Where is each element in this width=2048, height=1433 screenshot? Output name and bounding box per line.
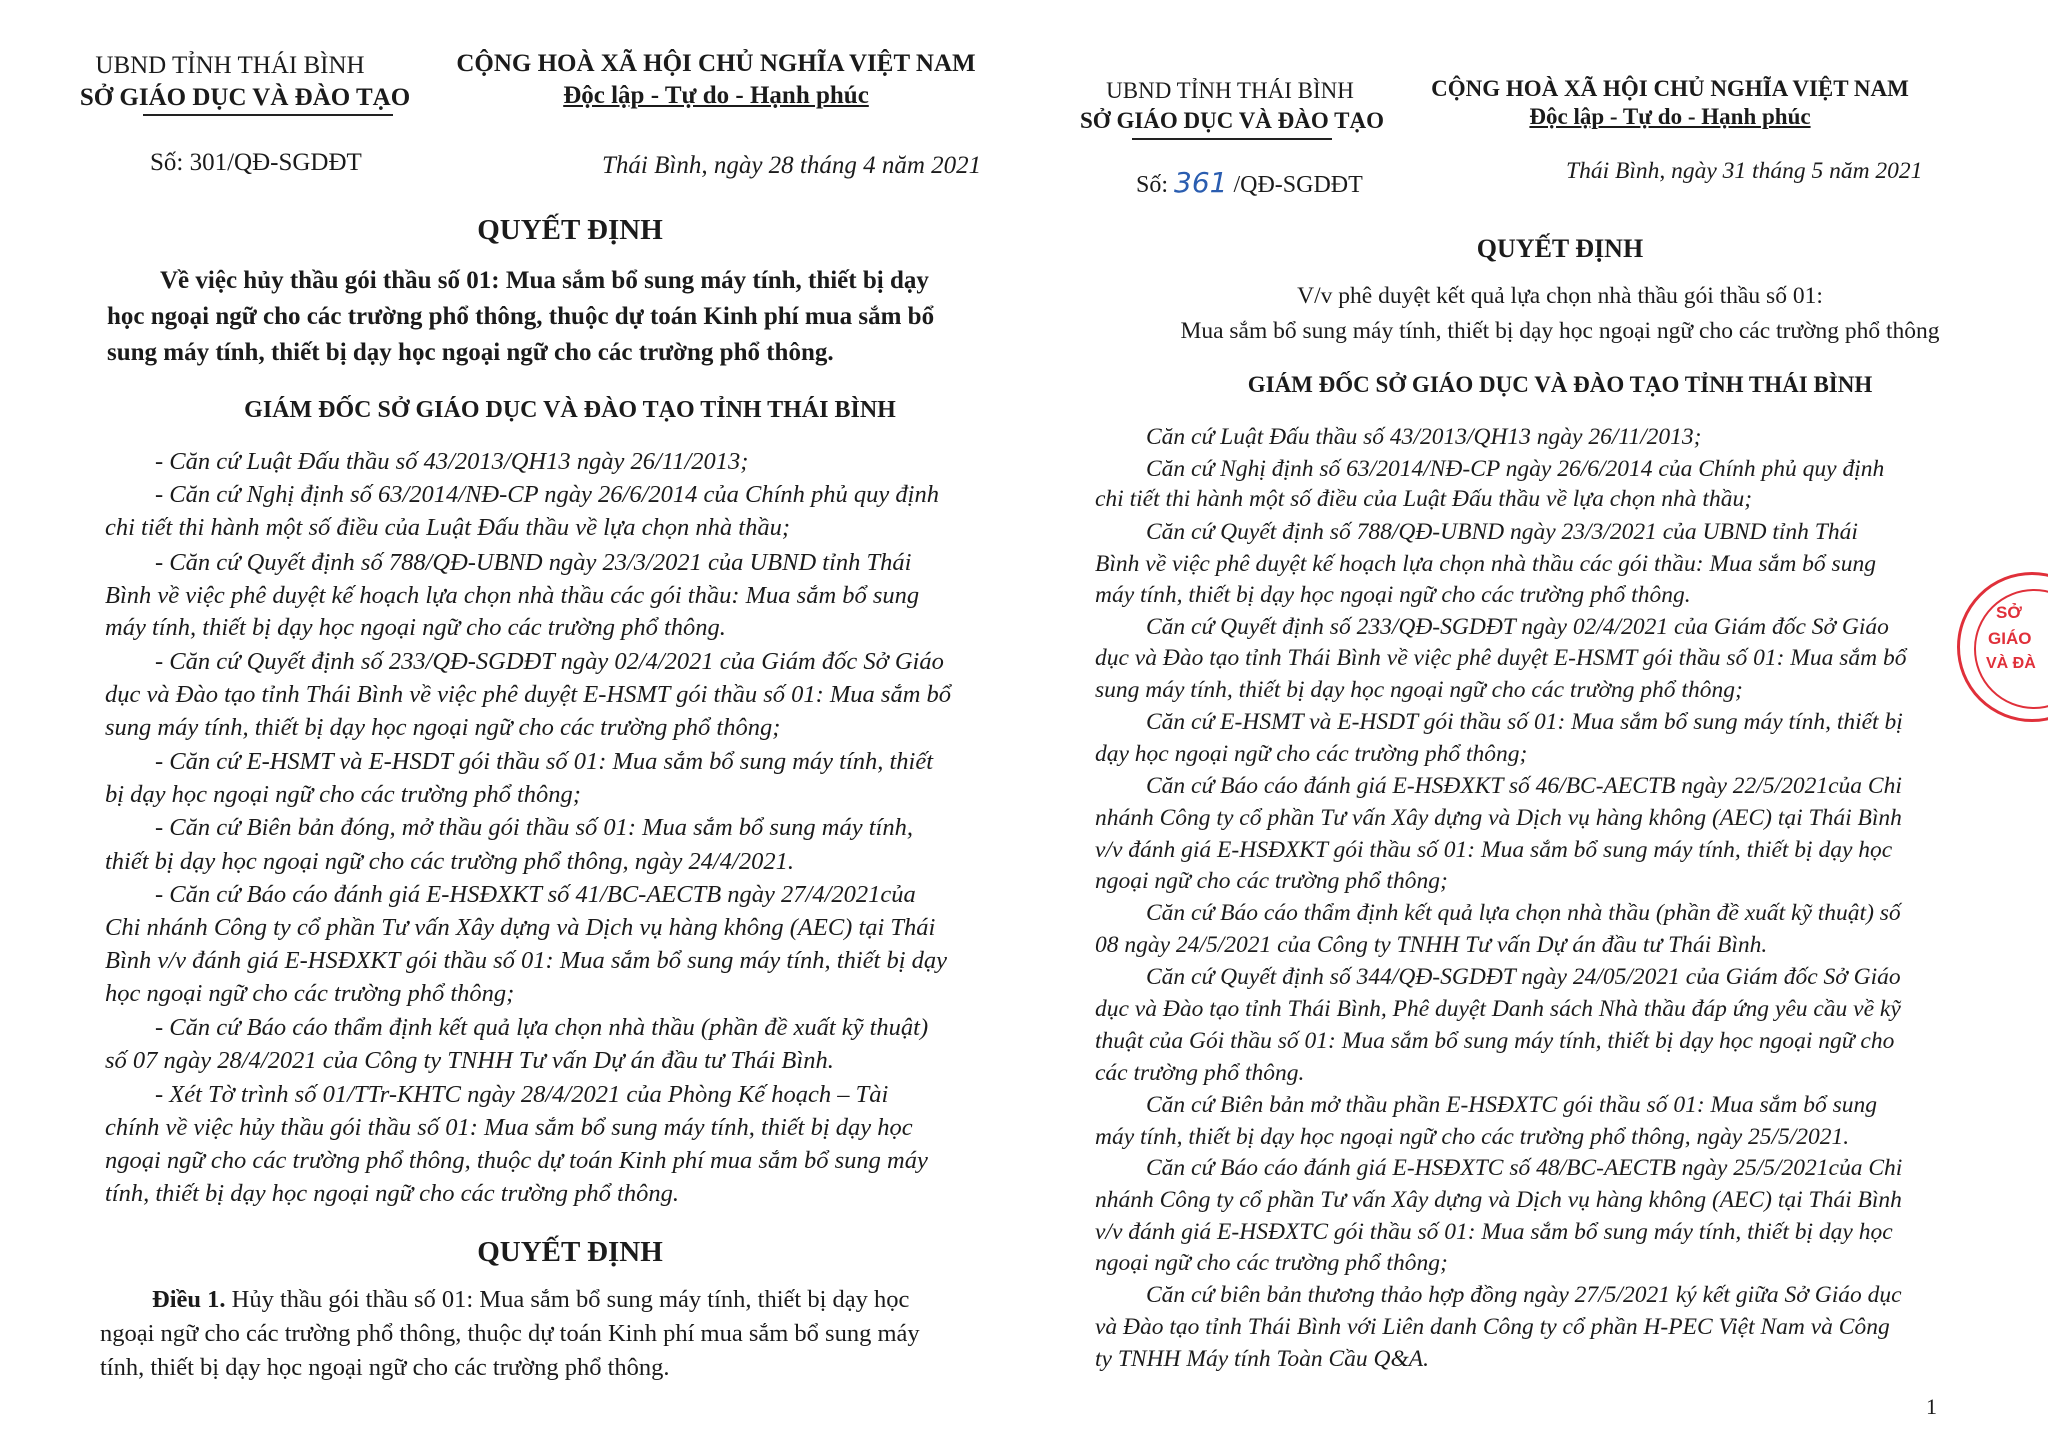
right-title: QUYẾT ĐỊNH (1476, 234, 1644, 263)
left-national-line2: Độc lập - Tự do - Hạnh phúc (563, 82, 869, 109)
right-basis-line: Căn cứ Báo cáo đánh giá E-HSĐXKT số 46/BC-AECTB ngày 22/5/2021của Chi (1146, 773, 1902, 799)
right-agency-underline (1132, 138, 1332, 140)
left-basis-line: - Căn cứ E-HSMT và E-HSDT gói thầu số 01: Mua sắm bổ sung máy tính, thiết (155, 748, 934, 775)
left-basis-line: - Căn cứ Quyết định số 788/QĐ-UBND ngày 23/3/2021 của UBND tỉnh Thái (155, 549, 912, 576)
left-basis-line: - Căn cứ Biên bản đóng, mở thầu gói thầu số 01: Mua sắm bổ sung máy tính, (155, 814, 913, 841)
left-basis-line: chi tiết thi hành một số điều của Luật Đấu thầu về lựa chọn nhà thầu; (105, 514, 790, 541)
handwritten-number: 361 (1174, 166, 1228, 199)
article1-label: Điều 1. (152, 1286, 226, 1313)
left-basis-line: Bình v/v đánh giá E-HSĐXKT gói thầu số 01: Mua sắm bổ sung máy tính, thiết bị dạy (105, 947, 948, 974)
left-basis-line: số 07 ngày 28/4/2021 của Công ty TNHH Tư vấn Dự án đầu tư Thái Bình. (105, 1047, 834, 1074)
left-basis-line: - Căn cứ Luật Đấu thầu số 43/2013/QH13 ngày 26/11/2013; (155, 448, 749, 475)
left-basis-line: - Căn cứ Quyết định số 233/QĐ-SGDĐT ngày 02/4/2021 của Giám đốc Sở Giáo (155, 648, 944, 675)
left-basis-line: tính, thiết bị dạy học ngoại ngữ cho các trường phổ thông. (105, 1180, 679, 1207)
right-basis-line: nhánh Công ty cổ phần Tư vấn Xây dựng và Dịch vụ hàng không (AEC) tại Thái Bình (1095, 1187, 1902, 1213)
right-basis-line: Căn cứ biên bản thương thảo hợp đồng ngày 27/5/2021 ký kết giữa Sở Giáo dục (1146, 1282, 1902, 1308)
right-agency-line1: UBND TỈNH THÁI BÌNH (1106, 78, 1354, 103)
right-basis-line: Căn cứ Quyết định số 233/QĐ-SGDĐT ngày 02/4/2021 của Giám đốc Sở Giáo (1146, 614, 1889, 640)
right-basis-line: Căn cứ Nghị định số 63/2014/NĐ-CP ngày 26/6/2014 của Chính phủ quy định (1146, 456, 1885, 482)
left-basis-line: máy tính, thiết bị dạy học ngoại ngữ cho các trường phổ thông. (105, 614, 726, 641)
right-basis-line: 08 ngày 24/5/2021 của Công ty TNHH Tư vấn Dự án đầu tư Thái Bình. (1095, 932, 1768, 958)
left-article1-line: tính, thiết bị dạy học ngoại ngữ cho các trường phổ thông. (100, 1354, 670, 1381)
right-basis-line: dục và Đào tạo tỉnh Thái Bình, Phê duyệt Danh sách Nhà thầu đáp ứng yêu cầu về kỹ (1095, 996, 1901, 1022)
left-agency-underline (143, 114, 393, 116)
right-basis-line: ty TNHH Máy tính Toàn Cầu Q&A. (1095, 1346, 1430, 1372)
article1-text: Hủy thầu gói thầu số 01: Mua sắm bổ sung máy tính, thiết bị dạy học (225, 1286, 910, 1313)
left-subject-line: sung máy tính, thiết bị dạy học ngoại ngữ cho các trường phổ thông. (107, 339, 834, 366)
right-basis-line: Căn cứ Báo cáo đánh giá E-HSĐXTC số 48/BC-AECTB ngày 25/5/2021của Chi (1146, 1155, 1903, 1181)
left-basis-line: - Căn cứ Nghị định số 63/2014/NĐ-CP ngày 26/6/2014 của Chính phủ quy định (155, 481, 939, 508)
right-basis-line: thuật của Gói thầu số 01: Mua sắm bổ sung máy tính, thiết bị dạy học ngoại ngữ cho (1095, 1028, 1895, 1054)
right-basis-line: và Đào tạo tỉnh Thái Bình với Liên danh Công ty cổ phần H-PEC Việt Nam và Công (1095, 1314, 1890, 1340)
doc-number-prefix: Số: (1136, 172, 1175, 198)
seal-text: GIÁO (1988, 629, 2032, 648)
left-subject-line: Về việc hủy thầu gói thầu số 01: Mua sắm bổ sung máy tính, thiết bị dạy (160, 267, 929, 294)
left-doc-number: Số: 301/QĐ-SGDĐT (150, 149, 362, 176)
right-basis-line: ngoại ngữ cho các trường phổ thông; (1095, 1250, 1448, 1276)
left-subject-line: học ngoại ngữ cho các trường phổ thông, thuộc dự toán Kinh phí mua sắm bổ (107, 303, 935, 330)
right-basis-line: v/v đánh giá E-HSĐXTC gói thầu số 01: Mua sắm bổ sung máy tính, thiết bị dạy học (1095, 1219, 1893, 1245)
left-document (0, 0, 1000, 1433)
left-place-date: Thái Bình, ngày 28 tháng 4 năm 2021 (602, 152, 982, 179)
left-basis-line: Chi nhánh Công ty cổ phần Tư vấn Xây dựng và Dịch vụ hàng không (AEC) tại Thái (105, 914, 936, 941)
left-basis-line: sung máy tính, thiết bị dạy học ngoại ngữ cho các trường phổ thông; (105, 714, 781, 741)
right-basis-line: v/v đánh giá E-HSĐXKT gói thầu số 01: Mua sắm bổ sung máy tính, thiết bị dạy học (1095, 837, 1893, 863)
right-basis-line: nhánh Công ty cổ phần Tư vấn Xây dựng và Dịch vụ hàng không (AEC) tại Thái Bình (1095, 805, 1902, 831)
right-subject-line: V/v phê duyệt kết quả lựa chọn nhà thầu gói thầu số 01: (1297, 283, 1823, 309)
right-basis-line: máy tính, thiết bị dạy học ngoại ngữ cho các trường phổ thông, ngày 25/5/2021. (1095, 1124, 1850, 1150)
right-national-line1: CỘNG HOÀ XÃ HỘI CHỦ NGHĨA VIỆT NAM (1431, 76, 1909, 101)
right-document (1080, 0, 2048, 1433)
left-basis-line: - Căn cứ Báo cáo thẩm định kết quả lựa chọn nhà thầu (phần đề xuất kỹ thuật) (155, 1014, 929, 1041)
doc-number-suffix: /QĐ-SGDĐT (1227, 172, 1363, 198)
right-basis-line: Căn cứ Quyết định số 788/QĐ-UBND ngày 23/3/2021 của UBND tỉnh Thái (1146, 519, 1858, 545)
left-agency-line1: UBND TỈNH THÁI BÌNH (95, 52, 365, 79)
left-basis-line: dục và Đào tạo tỉnh Thái Bình về việc phê duyệt E-HSMT gói thầu số 01: Mua sắm bổ (105, 681, 952, 708)
left-basis-line: chính về việc hủy thầu gói thầu số 01: Mua sắm bổ sung máy tính, thiết bị dạy học (105, 1114, 913, 1141)
right-basis-line: sung máy tính, thiết bị dạy học ngoại ngữ cho các trường phổ thông; (1095, 677, 1743, 703)
left-basis-line: ngoại ngữ cho các trường phổ thông, thuộc dự toán Kinh phí mua sắm bổ sung máy (105, 1147, 928, 1174)
right-basis-line: Bình về việc phê duyệt kế hoạch lựa chọn nhà thầu các gói thầu: Mua sắm bổ sung (1095, 551, 1876, 577)
right-basis-line: Căn cứ E-HSMT và E-HSDT gói thầu số 01: Mua sắm bổ sung máy tính, thiết bị (1146, 709, 1903, 735)
seal-text: SỞ (1996, 603, 2022, 622)
left-basis-line: thiết bị dạy học ngoại ngữ cho các trường phổ thông, ngày 24/4/2021. (105, 848, 794, 875)
right-basis-line: các trường phổ thông. (1095, 1060, 1305, 1086)
right-basis-line: Căn cứ Luật Đấu thầu số 43/2013/QH13 ngày 26/11/2013; (1146, 424, 1702, 450)
right-doc-number (1136, 166, 1363, 199)
right-basis-line: Căn cứ Báo cáo thẩm định kết quả lựa chọn nhà thầu (phần đề xuất kỹ thuật) số (1146, 900, 1901, 926)
left-basis-line: học ngoại ngữ cho các trường phổ thông; (105, 980, 515, 1007)
right-authority: GIÁM ĐỐC SỞ GIÁO DỤC VÀ ĐÀO TẠO TỈNH THÁI BÌNH (1247, 372, 1873, 397)
seal-text: VÀ ĐÀ (1986, 655, 2036, 672)
right-national-line2: Độc lập - Tự do - Hạnh phúc (1529, 104, 1811, 129)
left-authority: GIÁM ĐỐC SỞ GIÁO DỤC VÀ ĐÀO TẠO TỈNH THÁI BÌNH (244, 397, 896, 423)
right-basis-line: Căn cứ Biên bản mở thầu phần E-HSĐXTC gói thầu số 01: Mua sắm bổ sung (1146, 1092, 1877, 1118)
right-subject-line: Mua sắm bổ sung máy tính, thiết bị dạy học ngoại ngữ cho các trường phổ thông (1180, 318, 1940, 344)
right-basis-line: ngoại ngữ cho các trường phổ thông; (1095, 868, 1448, 894)
right-basis-line: dục và Đào tạo tỉnh Thái Bình về việc phê duyệt E-HSMT gói thầu số 01: Mua sắm bổ (1095, 645, 1907, 671)
left-article1-line: ngoại ngữ cho các trường phổ thông, thuộc dự toán Kinh phí mua sắm bổ sung máy (100, 1320, 920, 1347)
right-basis-line: dạy học ngoại ngữ cho các trường phổ thông; (1095, 741, 1528, 767)
left-national-line1: CỘNG HOÀ XÃ HỘI CHỦ NGHĨA VIỆT NAM (456, 50, 976, 77)
left-basis-line: - Xét Tờ trình số 01/TTr-KHTC ngày 28/4/2021 của Phòng Kế hoạch – Tài (155, 1081, 889, 1108)
right-place-date: Thái Bình, ngày 31 tháng 5 năm 2021 (1566, 158, 1923, 184)
right-basis-line: chi tiết thi hành một số điều của Luật Đấu thầu về lựa chọn nhà thầu; (1095, 486, 1753, 512)
left-agency-line2: SỞ GIÁO DỤC VÀ ĐÀO TẠO (79, 84, 411, 111)
left-article1 (152, 1286, 909, 1314)
left-title: QUYẾT ĐỊNH (477, 214, 663, 246)
right-basis-line: máy tính, thiết bị dạy học ngoại ngữ cho các trường phổ thông. (1095, 582, 1691, 608)
right-agency-line2: SỞ GIÁO DỤC VÀ ĐÀO TẠO (1080, 108, 1384, 133)
left-basis-line: - Căn cứ Báo cáo đánh giá E-HSĐXKT số 41/BC-AECTB ngày 27/4/2021của (155, 881, 916, 908)
right-basis-line: Căn cứ Quyết định số 344/QĐ-SGDĐT ngày 24/05/2021 của Giám đốc Sở Giáo (1146, 964, 1901, 990)
left-basis-line: Bình về việc phê duyệt kế hoạch lựa chọn nhà thầu các gói thầu: Mua sắm bổ sung (105, 582, 920, 609)
page-number: 1 (1926, 1394, 1937, 1419)
left-decision-heading: QUYẾT ĐỊNH (477, 1236, 663, 1268)
left-basis-line: bị dạy học ngoại ngữ cho các trường phổ thông; (105, 781, 581, 808)
